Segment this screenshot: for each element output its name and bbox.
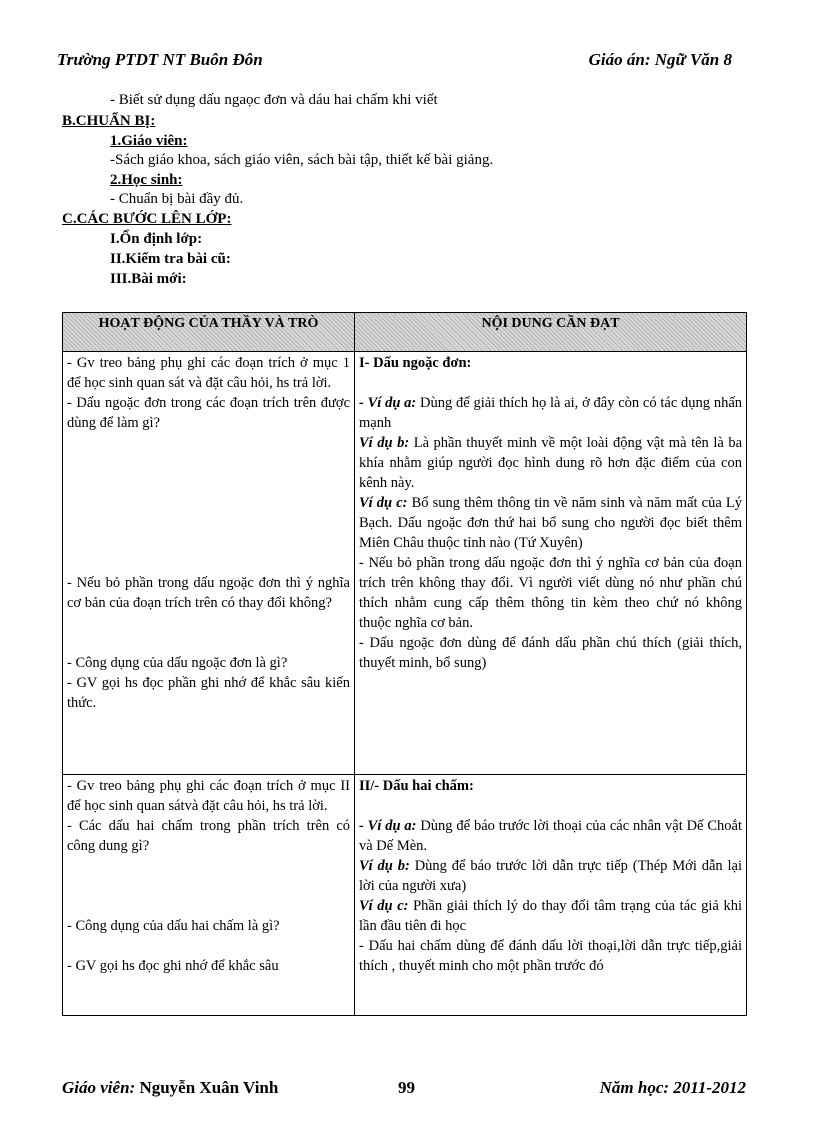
usage-text: - Dấu hai chấm dùng để đánh dấu lời thoại,lời dẫn trực tiếp,giải thích , thuyết minh cho một phần trước đó: [359, 938, 742, 974]
activities-cell: [63, 352, 355, 775]
activity-text: - Các dấu hai chấm trong phần trích trên có công dung gì?: [67, 818, 350, 854]
step-3: III.Bài mới:: [110, 271, 187, 287]
example-label: - Ví dụ a:: [359, 818, 417, 834]
school-year: Năm học: 2011-2012: [599, 1078, 746, 1097]
activity-text: - Công dụng của dấu hai chấm là gì?: [67, 918, 280, 934]
example-text: Dùng để báo trước lời dẫn trực tiếp (Thép Mới dẫn lại lời của người xưa): [359, 858, 743, 894]
example-label: - Ví dụ a:: [359, 395, 417, 411]
activity-text: - GV gọi hs đọc phần ghi nhớ để khắc sâu kiến thức.: [67, 675, 350, 711]
example-text: Phần giải thích lý do thay đổi tâm trạng của tác giả khi lần đầu tiên đi học: [359, 898, 742, 934]
footer-teacher: [62, 1078, 278, 1098]
header-content: NỘI DUNG CẦN ĐẠT: [355, 313, 747, 352]
page-footer: [62, 1078, 746, 1100]
table-row: [63, 775, 747, 1016]
student-text: - Chuẩn bị bài đầy đủ.: [110, 191, 244, 207]
content-cell: [355, 352, 747, 775]
example-text: Là phần thuyết minh về một loài động vật mà tên là ba khía nhằm giúp người đọc hình dung rõ hơn đặc điểm của con kênh này.: [359, 435, 743, 491]
teacher-label: Giáo viên:: [62, 1078, 136, 1097]
activity-text: - Gv treo bảng phụ ghi các đoạn trích ở mục 1 để học sinh quan sát và đặt câu hỏi, hs trả lời.: [67, 355, 350, 391]
teacher-text: -Sách giáo khoa, sách giáo viên, sách bài tập, thiết kế bài giảng.: [110, 152, 494, 168]
teacher-heading: 1.Giáo viên:: [110, 133, 188, 149]
activity-text: - GV gọi hs đọc ghi nhớ để khắc sâu: [67, 958, 279, 974]
step-2: II.Kiểm tra bài cũ:: [110, 251, 231, 267]
answer-text: - Nếu bỏ phần trong dấu ngoặc đơn thì ý nghĩa cơ bản của đoạn trích trên không thay đổi. Vì người viết dùng nó như phần chú thích nhằm cung cấp thêm thông tin kèm theo chứ nó không thuộc nghĩa cơ bản.: [359, 555, 742, 631]
content-cell: [355, 775, 747, 1016]
school-name: Trường PTDT NT Buôn Đôn: [57, 50, 263, 69]
example-label: Ví dụ c:: [359, 495, 408, 511]
student-heading: 2.Học sinh:: [110, 172, 183, 188]
teacher-name: Nguyễn Xuân Vinh: [135, 1078, 279, 1097]
lesson-table: [62, 312, 747, 1016]
usage-text: - Dấu ngoặc đơn dùng để đánh dấu phần chú thích (giải thích, thuyết minh, bổ sung): [359, 635, 742, 671]
example-text: Dùng để báo trước lời thoại của các nhân vật Dế Choắt và Dế Mèn.: [359, 818, 742, 854]
header-activities: HOẠT ĐỘNG CỦA THẦY VÀ TRÒ: [63, 313, 355, 352]
activity-text: - Nếu bỏ phần trong dấu ngoặc đơn thì ý nghĩa cơ bản của đoạn trích trên có thay đổi không?: [67, 575, 350, 611]
page-header: [57, 50, 732, 72]
section-title: II/- Dấu hai chấm:: [359, 778, 474, 794]
example-text: Dùng để giải thích họ là ai, ở đây còn có tác dụng nhấn mạnh: [359, 395, 742, 431]
page-number: 99: [398, 1078, 415, 1097]
activity-text: - Dấu ngoặc đơn trong các đoạn trích trên được dùng để làm gì?: [67, 395, 350, 431]
activity-text: - Công dụng của dấu ngoặc đơn là gì?: [67, 655, 288, 671]
activities-cell: [63, 775, 355, 1016]
section-c-heading: C.CÁC BƯỚC LÊN LỚP:: [62, 211, 232, 227]
activity-text: - Gv treo bảng phụ ghi các đoạn trích ở mục II để học sinh quan sátvà đặt câu hỏi, hs trả lời.: [67, 778, 350, 814]
example-text: Bổ sung thêm thông tin về năm sinh và năm mất của Lý Bạch. Dấu ngoặc đơn thứ hai bổ sung cho người đọc biết thêm Miên Châu thuộc tỉnh nào (Tứ Xuyên): [359, 495, 742, 551]
objective-text: - Biết sử dụng dấu ngaọc đơn và dáu hai chấm khi viết: [110, 92, 438, 108]
section-b-heading: B.CHUẨN BỊ:: [62, 113, 156, 129]
section-title: I- Dấu ngoặc đơn:: [359, 355, 472, 371]
table-header-row: [63, 313, 747, 352]
example-label: Ví dụ b:: [359, 858, 410, 874]
step-1: I.Ổn định lớp:: [110, 231, 203, 247]
subject-title: Giáo án: Ngữ Văn 8: [588, 50, 732, 69]
example-label: Ví dụ c:: [359, 898, 409, 914]
table-row: [63, 352, 747, 775]
example-label: Ví dụ b:: [359, 435, 410, 451]
